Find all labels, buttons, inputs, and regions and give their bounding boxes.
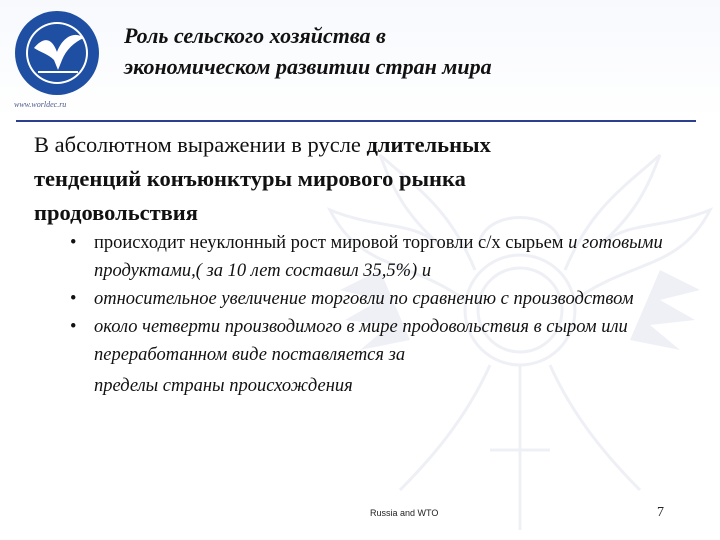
list-item — [70, 313, 690, 403]
list-item — [70, 229, 690, 285]
bullet-glyph: • — [70, 289, 77, 309]
bullet-3-italic-last: пределы страны происхождения — [94, 376, 353, 396]
bullet-glyph: • — [70, 317, 77, 337]
lead-text-bold-2: тенденций конъюнктуры мирового рынка — [34, 166, 466, 191]
lead-paragraph — [34, 128, 684, 230]
list-item — [70, 285, 690, 313]
bullet-1-italic: и готовыми продуктами,( за 10 лет составил 35,5%) и — [94, 233, 663, 281]
slide-title — [124, 20, 684, 82]
header-divider — [16, 120, 696, 122]
lead-text-bold-3: продовольствия — [34, 200, 198, 225]
footer-text: Russia and WTO — [370, 508, 439, 518]
bullet-2-italic: относительное увеличение торговли по сравнению с производством — [94, 289, 634, 309]
organization-logo — [8, 8, 106, 98]
bullet-glyph: • — [70, 233, 77, 253]
website-url: www.worldec.ru — [14, 100, 67, 109]
page-number: 7 — [657, 505, 664, 520]
title-line-1: Роль сельского хозяйства в — [124, 23, 386, 48]
lead-text-regular: В абсолютном выражении в русле — [34, 132, 367, 157]
bullet-list — [70, 229, 690, 403]
bullet-3-italic: около четверти производимого в мире продовольствия в сыром или переработанном виде поставляется за — [94, 317, 628, 365]
lead-text-bold-1: длительных — [366, 132, 491, 157]
bullet-1-regular: происходит неуклонный рост мировой торговли с/х сырьем — [94, 233, 569, 253]
title-line-2: экономическом развитии стран мира — [124, 54, 492, 79]
